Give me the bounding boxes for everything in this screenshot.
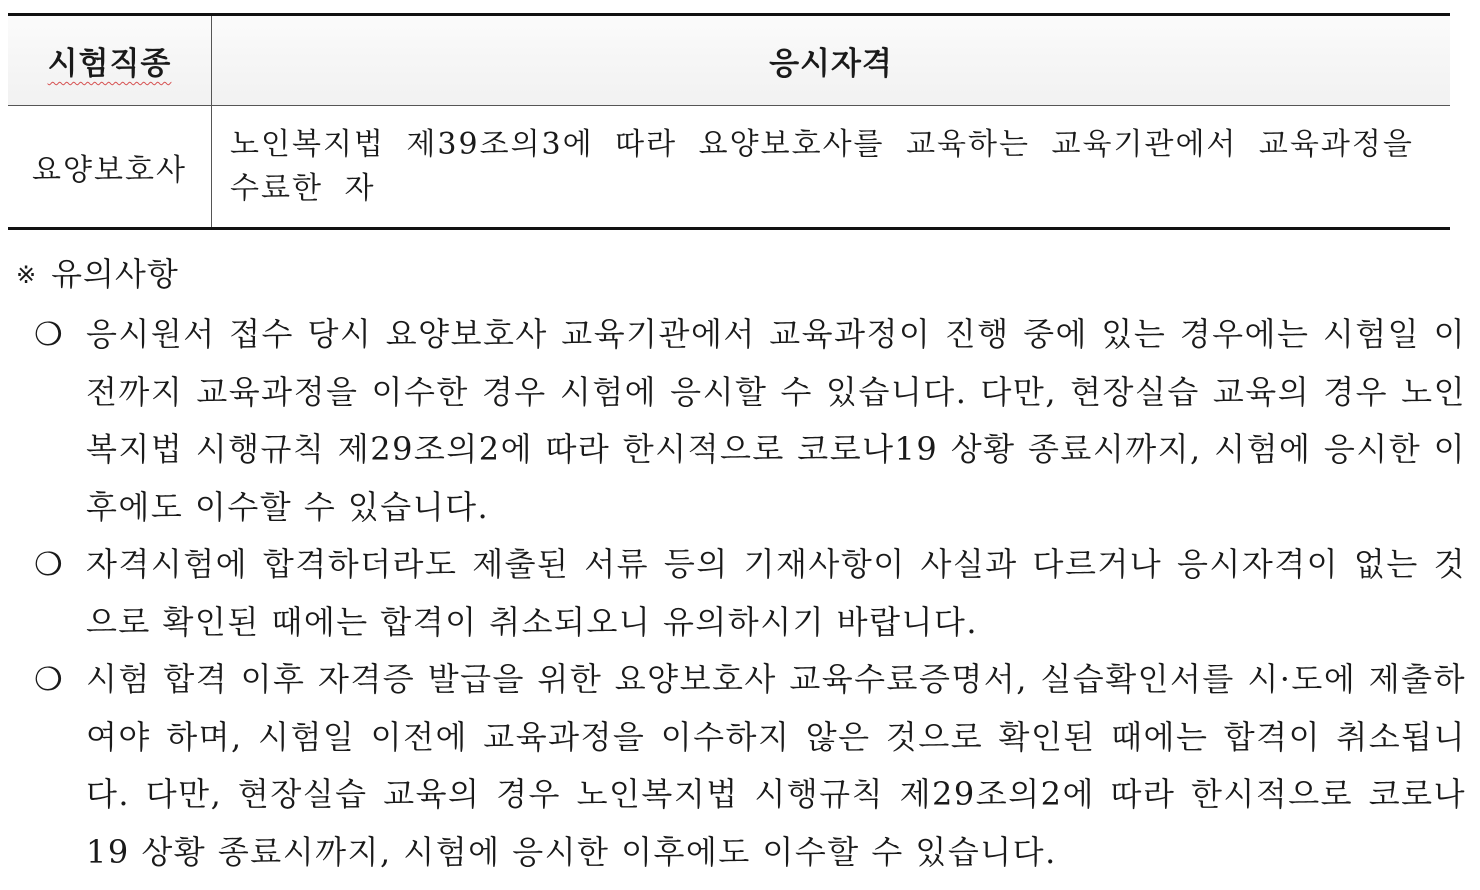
note-item [0, 306, 1466, 536]
reference-mark-icon: ※ [16, 261, 38, 289]
qualification-table [8, 13, 1450, 230]
note-text: 자격시험에 합격하더라도 제출된 서류 등의 기재사항이 사실과 다르거나 응시자격이 없는 것으로 확인된 때에는 합격이 취소되오니 유의하시기 바랍니다. [86, 545, 1466, 641]
table-header [8, 15, 1450, 106]
circle-bullet-icon: ❍ [34, 660, 65, 698]
circle-bullet-icon: ❍ [34, 315, 65, 353]
header-exam-type-label: 시험직종 [47, 46, 172, 82]
table-body [8, 106, 1450, 229]
header-exam-type [8, 15, 212, 106]
notes-title: 유의사항 [51, 255, 179, 293]
cell-qualification: 노인복지법 제39조의3에 따라 요양보호사를 교육하는 교육기관에서 교육과정을 수료한 자 [212, 106, 1451, 229]
note-text: 응시원서 접수 당시 요양보호사 교육기관에서 교육과정이 진행 중에 있는 경우에는 시험일 이전까지 교육과정을 이수한 경우 시험에 응시할 수 있습니다. 다만, 현장실습 교육의 경우 노인복지법 시행규칙 제29조의2에 따라 한시적으로 코로나19 상황 종료시까지, 시험에 응시한 이후에도 이수할 수 있습니다. [86, 315, 1466, 526]
notes-list [0, 306, 1480, 881]
notes-heading [16, 252, 179, 297]
table-header-row [8, 15, 1450, 106]
cell-exam-type: 요양보호사 [8, 106, 212, 229]
header-qualification: 응시자격 [212, 15, 1451, 106]
note-item [0, 651, 1466, 881]
note-text: 시험 합격 이후 자격증 발급을 위한 요양보호사 교육수료증명서, 실습확인서를 시·도에 제출하여야 하며, 시험일 이전에 교육과정을 이수하지 않은 것으로 확인된 때에는 합격이 취소됩니다. 다만, 현장실습 교육의 경우 노인복지법 시행규칙 제29조의2에 따라 한시적으로 코로나19 상황 종료시까지, 시험에 응시한 이후에도 이수할 수 있습니다. [86, 660, 1466, 871]
circle-bullet-icon: ❍ [34, 545, 65, 583]
note-item [0, 536, 1466, 651]
table-row [8, 106, 1450, 229]
